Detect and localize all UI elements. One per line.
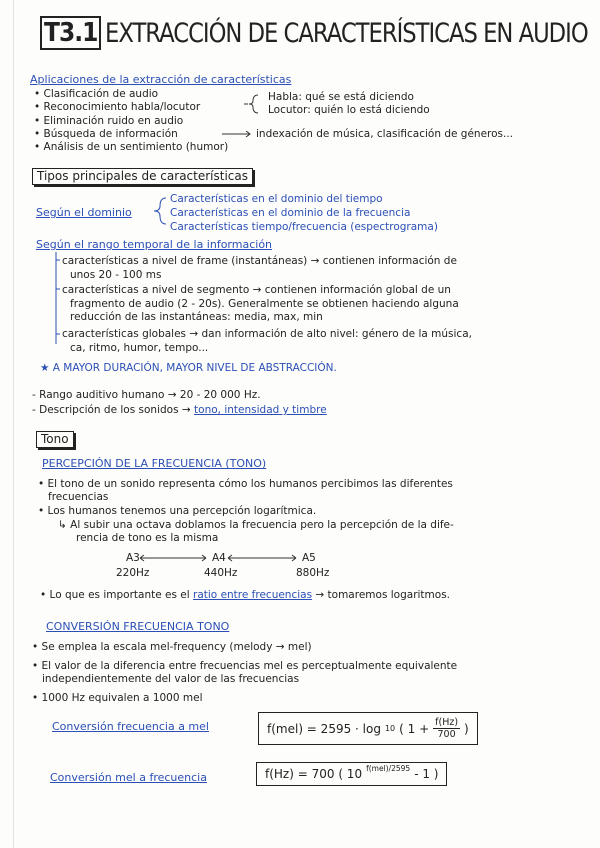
apps-item: • Búsqueda de información — [34, 128, 178, 140]
rango-line: fragmento de audio (2 - 20s). Generalmente se obtienen haciendo alguna — [70, 298, 459, 310]
note-a5: A5 — [302, 552, 316, 564]
percepcion-line: • Los humanos tenemos una percepción logarítmica. — [38, 505, 317, 517]
f2m-label: Conversión frecuencia a mel — [52, 720, 209, 733]
apps-item: • Eliminación ruido en audio — [34, 115, 184, 127]
f2m-num: f(Hz) — [435, 717, 459, 728]
f2m-fraction — [433, 717, 460, 740]
tipos-heading: Tipos principales de características — [32, 168, 253, 185]
margin-line — [13, 0, 14, 848]
ratio-prefix: • Lo que es importante es el — [40, 589, 190, 601]
title-number: T3.1 — [40, 16, 101, 50]
f2m-left: f(mel) = 2595 · log — [267, 721, 381, 736]
abstraction-note: ★ A MAYOR DURACIÓN, MAYOR NIVEL DE ABSTRACCIÓN. — [40, 362, 337, 374]
m2f-label: Conversión mel a frecuencia — [50, 771, 207, 784]
conversion-heading: CONVERSIÓN FRECUENCIA TONO — [46, 620, 230, 633]
formula-freq-to-mel — [258, 712, 478, 745]
apps-item: • Clasificación de audio — [34, 88, 159, 100]
dominio-item: Características en el dominio de la frecuencia — [170, 207, 411, 219]
ratio-link: ratio entre frecuencias — [193, 589, 313, 601]
percepcion-heading: PERCEPCIÓN DE LA FRECUENCIA (TONO) — [42, 457, 267, 470]
rango-line: unos 20 - 100 ms — [70, 269, 162, 281]
f2m-close: ) — [464, 721, 469, 736]
percepcion-line: frecuencias — [48, 491, 109, 503]
formula-mel-to-freq — [256, 762, 447, 786]
dominio-item: Características tiempo/frecuencia (espectrograma) — [170, 221, 438, 233]
conversion-line: • El valor de la diferencia entre frecuencias mel es perceptualmente equivalente — [32, 660, 458, 672]
ratio-line — [40, 589, 450, 602]
habla-brace — [249, 95, 258, 113]
octave-arrow-1 — [140, 555, 206, 561]
percepcion-line: rencia de tono es la misma — [76, 532, 219, 544]
octave-arrow-2 — [228, 555, 296, 561]
rango-line: características globales → dan información de alto nivel: género de la música, — [62, 328, 472, 340]
note-a3: A3 — [126, 552, 140, 564]
ratio-suffix: → tomaremos logaritmos. — [315, 589, 451, 601]
busqueda-arrow — [222, 131, 250, 137]
busqueda-result: indexación de música, clasificación de géneros... — [256, 128, 514, 140]
tono-heading: Tono — [36, 431, 74, 448]
apps-heading: Aplicaciones de la extracción de características — [30, 73, 292, 86]
dominio-brace — [154, 198, 166, 224]
conversion-line: • 1000 Hz equivalen a 1000 mel — [32, 692, 203, 704]
rango-branch — [56, 252, 60, 344]
f2m-open: ( 1 + — [399, 721, 430, 736]
freq-220: 220Hz — [116, 567, 150, 579]
rango-line: ca, ritmo, humor, tempo... — [70, 342, 209, 354]
freq-880: 880Hz — [296, 567, 330, 579]
apps-item: • Análisis de un sentimiento (humor) — [34, 141, 229, 153]
page-title — [40, 16, 600, 50]
title-text: EXTRACCIÓN DE CARACTERÍSTICAS EN AUDIO — [105, 17, 589, 49]
f2m-den: 700 — [437, 729, 456, 740]
apps-item: • Reconocimiento habla/locutor — [34, 101, 201, 113]
percepcion-line: ↳ Al subir una octava doblamos la frecuencia pero la percepción de la dife- — [58, 519, 454, 531]
descripcion-link: tono, intensidad y timbre — [194, 404, 327, 416]
m2f-exp: f(mel)/2595 — [366, 763, 411, 773]
f2m-sub: 10 — [384, 724, 396, 733]
locutor-text: Locutor: quién lo está diciendo — [268, 104, 430, 116]
descripcion-sonidos — [32, 404, 327, 417]
rango-label: Según el rango temporal de la información — [36, 238, 273, 251]
m2f-tail: - 1 ) — [414, 767, 439, 781]
m2f-left: f(Hz) = 700 ( 10 — [265, 767, 363, 781]
conversion-line: • Se emplea la escala mel-frequency (melody → mel) — [32, 641, 312, 653]
rango-auditivo: - Rango auditivo humano → 20 - 20 000 Hz. — [32, 389, 261, 401]
freq-440: 440Hz — [204, 567, 238, 579]
dominio-item: Características en el dominio del tiempo — [170, 193, 383, 205]
habla-text: Habla: qué se está diciendo — [268, 91, 414, 103]
rango-line: características a nivel de frame (instantáneas) → contienen información de — [62, 255, 457, 267]
descripcion-text: - Descripción de los sonidos → — [32, 404, 191, 416]
note-a4: A4 — [212, 552, 226, 564]
rango-line: reducción de las instantáneas: media, max, min — [70, 311, 323, 323]
percepcion-line: • El tono de un sonido representa cómo los humanos percibimos las diferentes — [38, 478, 453, 490]
dominio-label: Según el dominio — [36, 206, 132, 219]
rango-line: características a nivel de segmento → contienen información global de un — [62, 284, 451, 296]
conversion-line: independientemente del valor de las frecuencias — [42, 673, 300, 685]
